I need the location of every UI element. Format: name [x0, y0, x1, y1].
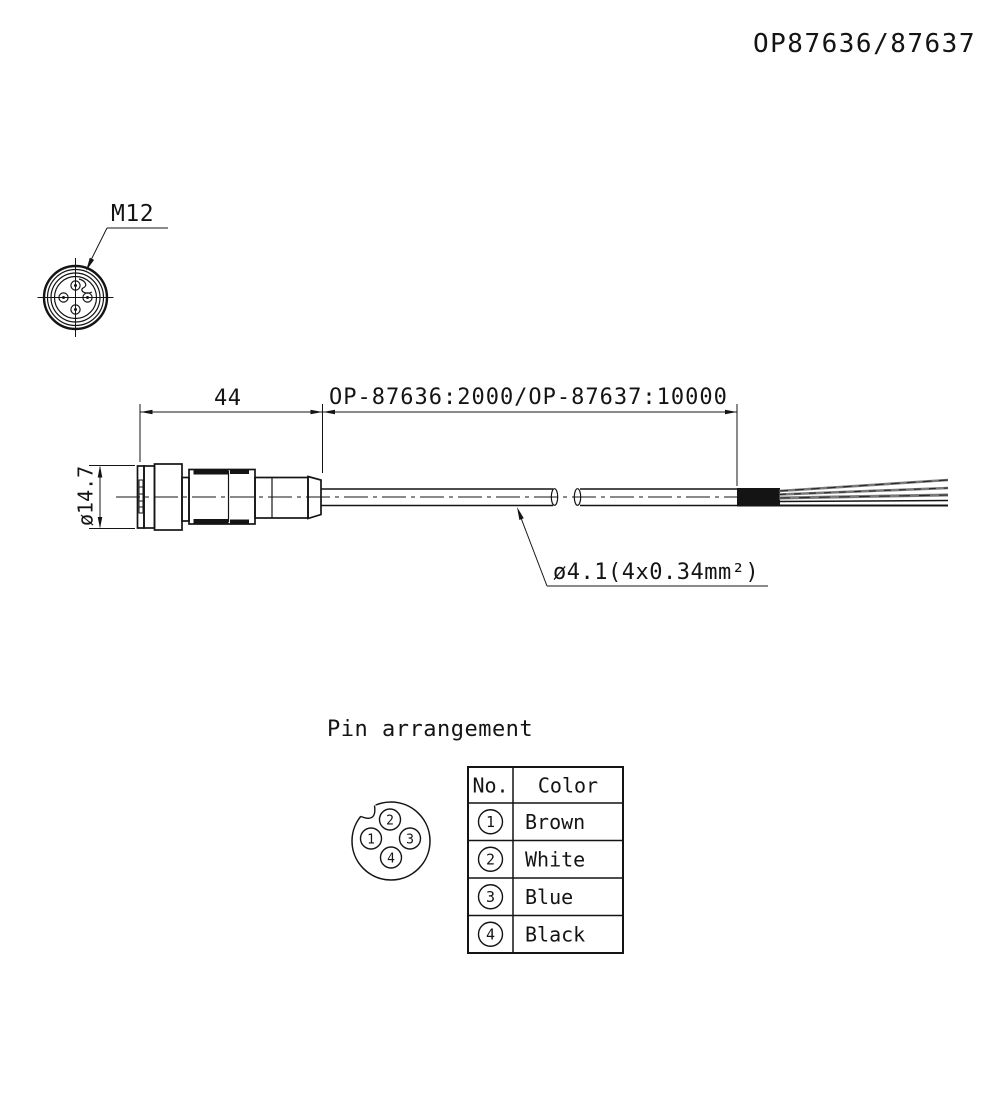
- table-row: [479, 847, 586, 871]
- pin-arrangement-diagram: [352, 800, 430, 881]
- pin-3-number: 3: [406, 832, 414, 848]
- table-header-no: No.: [472, 773, 509, 798]
- table-row: [479, 810, 586, 834]
- pin-color-table: [468, 767, 623, 953]
- cable-spec-text: ø4.1(4x0.34mm²): [553, 560, 760, 585]
- dimension-cable-length: [323, 385, 738, 486]
- connector-side-view: [116, 464, 948, 530]
- table-row: [479, 885, 574, 909]
- table-header-color: Color: [537, 773, 599, 798]
- m12-label: M12: [111, 201, 155, 227]
- m12-callout: [86, 201, 168, 271]
- svg-text:3: 3: [485, 888, 496, 906]
- table-row: [479, 922, 586, 946]
- connector-length-text: 44: [214, 386, 242, 411]
- svg-text:4: 4: [485, 925, 496, 944]
- wire-color: Black: [525, 922, 586, 947]
- diameter-dim-text: ø14.7: [73, 465, 98, 526]
- stripped-wires: [779, 480, 948, 506]
- dimension-connector-length: [140, 386, 323, 473]
- svg-text:1: 1: [485, 813, 496, 831]
- cable-length-text: OP-87636:2000/OP-87637:10000: [329, 385, 728, 410]
- pin-1-number: 1: [367, 832, 375, 848]
- cable-jacket-end: [737, 488, 780, 507]
- wire-color: Blue: [525, 885, 574, 909]
- svg-text:2: 2: [485, 850, 496, 869]
- wire-color: Brown: [525, 810, 586, 834]
- keyway-notch: [79, 279, 92, 293]
- pin-arrangement-title: Pin arrangement: [327, 717, 534, 742]
- drawing-title: OP87636/87637: [753, 29, 976, 59]
- connector-front-view: [38, 258, 114, 337]
- pin-4-number: 4: [387, 851, 395, 867]
- cable-diameter-callout: [517, 507, 768, 586]
- leader-arrowhead: [517, 507, 524, 520]
- wire-color: White: [525, 847, 586, 872]
- pin-2-number: 2: [386, 813, 394, 829]
